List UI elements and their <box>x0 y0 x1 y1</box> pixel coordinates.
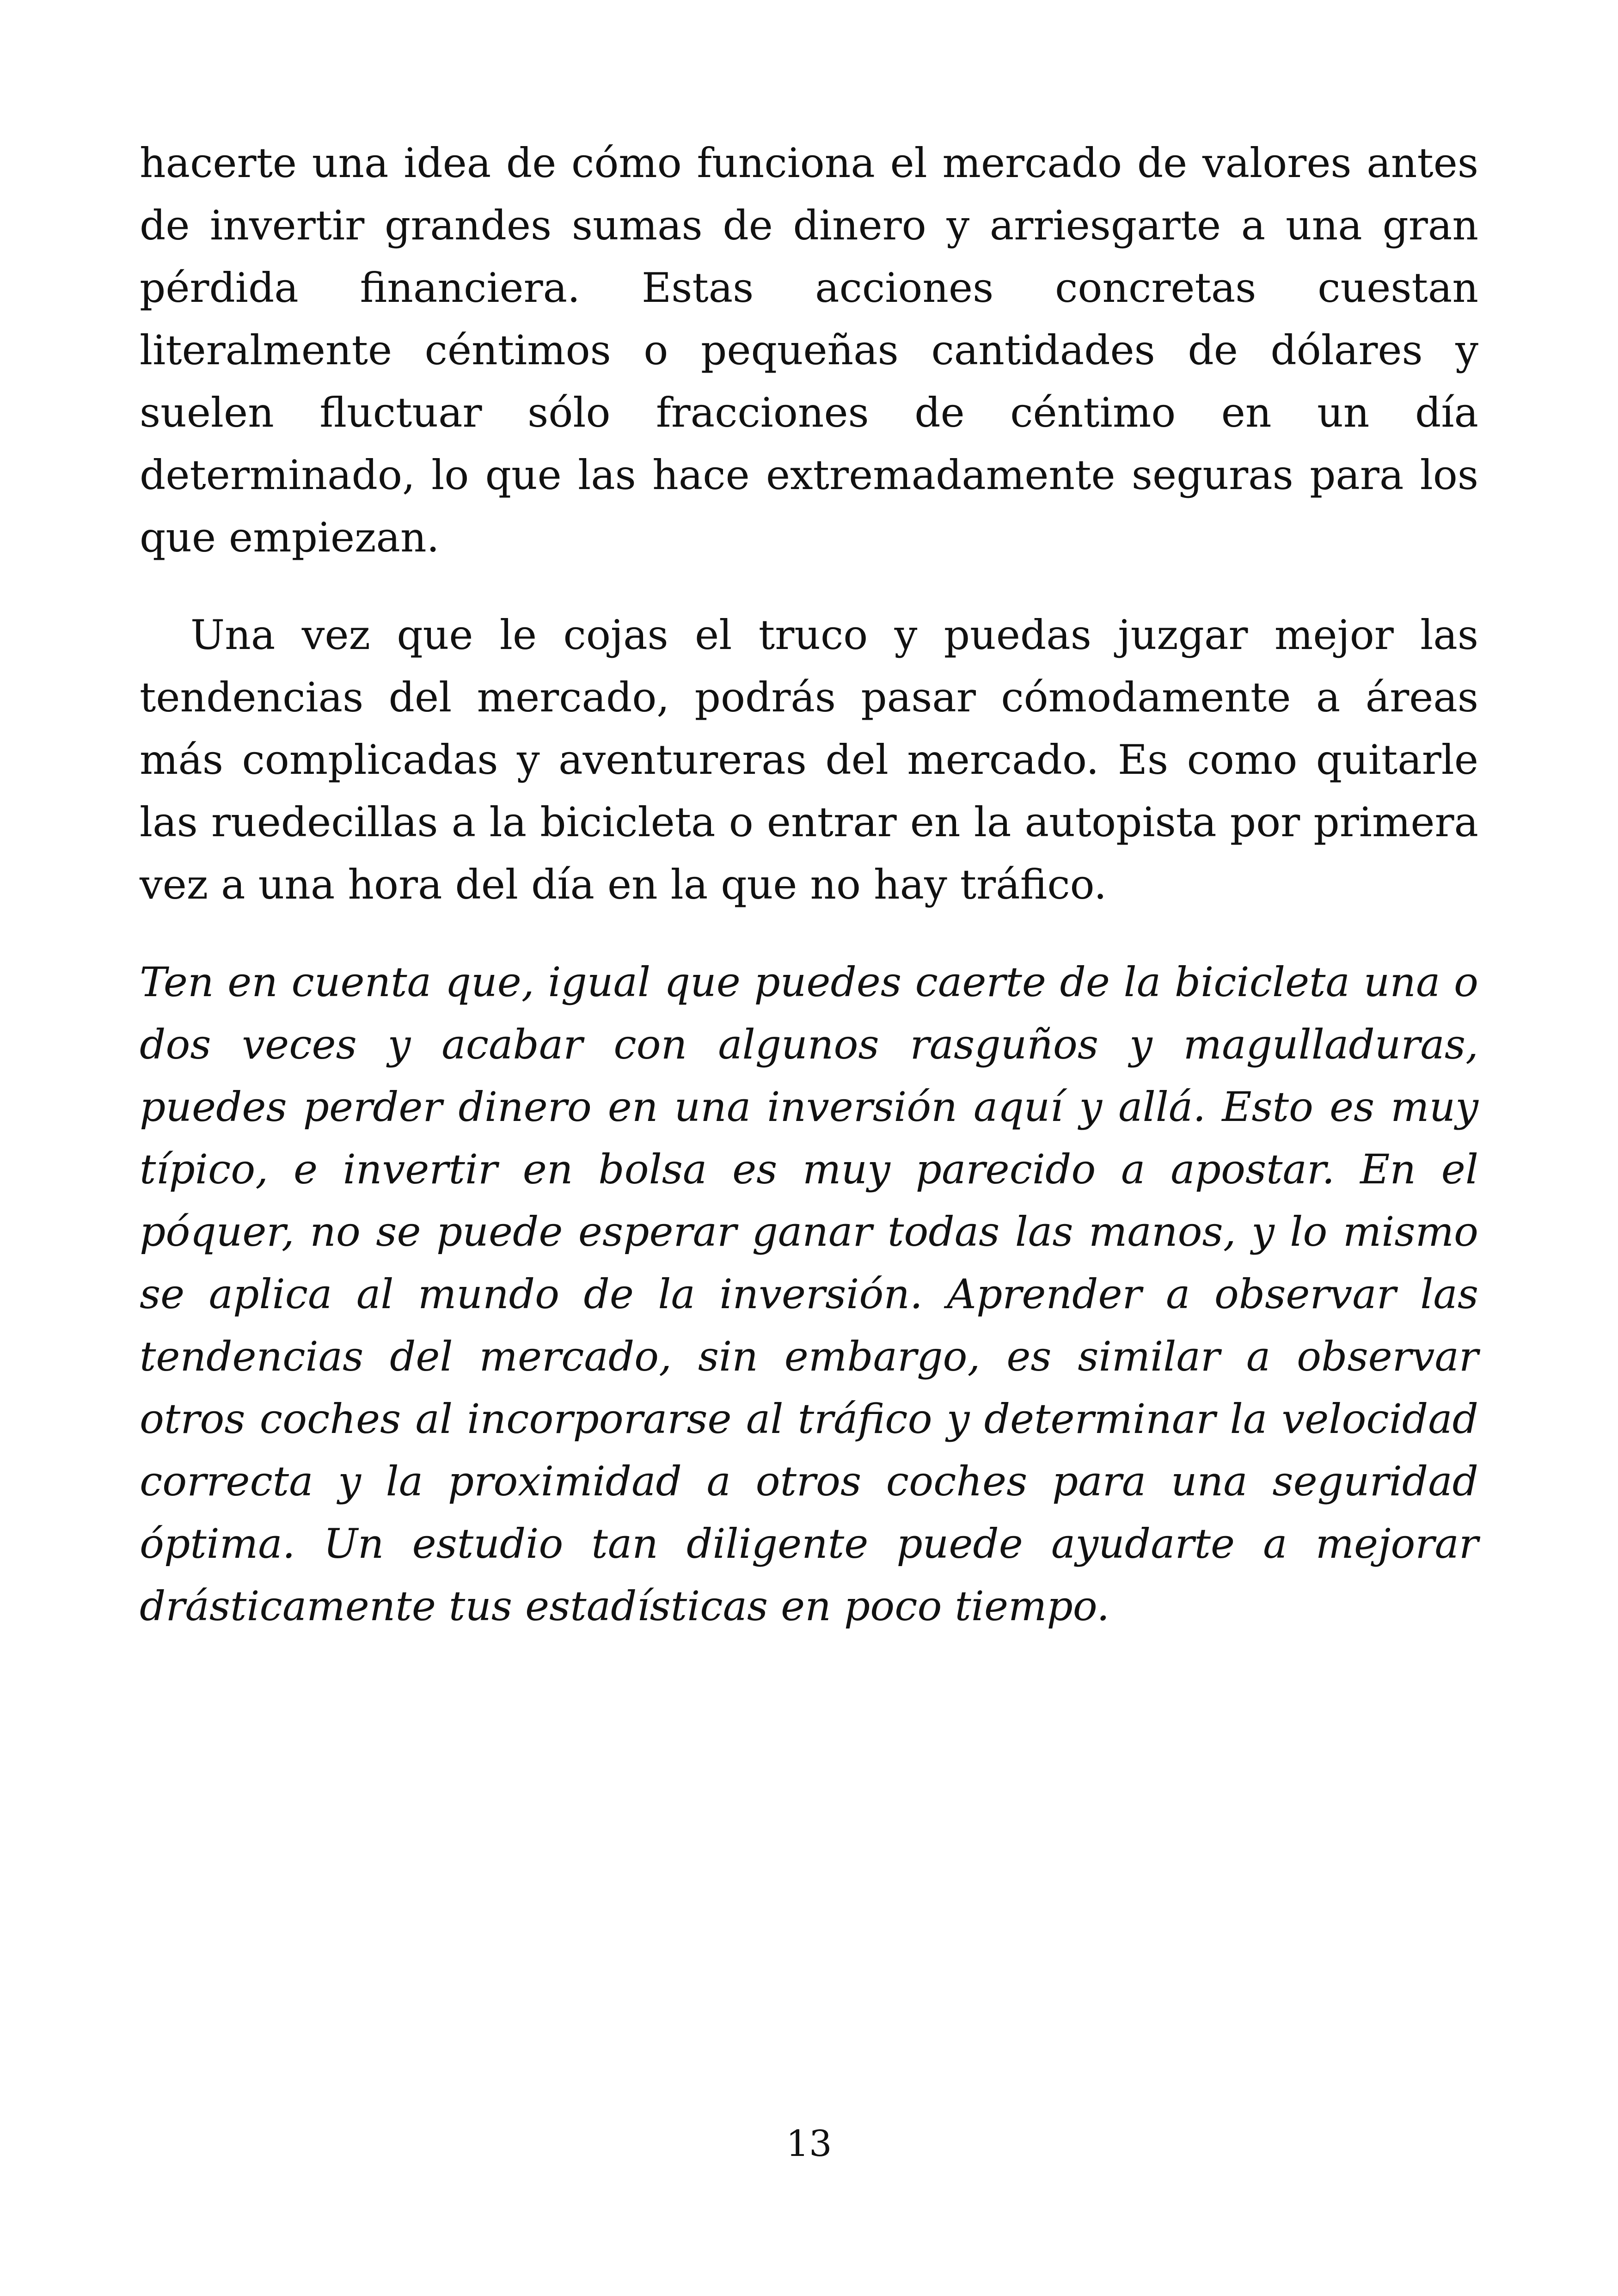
page-number: 13 <box>786 2123 832 2165</box>
paragraph-1: hacerte una idea de cómo funciona el mercado de valores antes de invertir grandes sumas de dinero y arriesgarte a una gran pérdida financiera. Estas acciones concretas cuestan literalmente céntimos o pequeñas cantidades de dólares y suelen fluctuar sólo fracciones de céntimo en un día determinado, lo que las hace extremadamente seguras para los que empiezan. <box>140 139 1478 561</box>
paragraph-3-italic: Ten en cuenta que, igual que puedes caerte de la bicicleta una o dos veces y acabar con algunos rasguños y magulladuras, puedes perder dinero en una inversión aquí y allá. Esto es muy típico, e invertir en bolsa es muy parecido a apostar. En el póquer, no se puede esperar ganar todas las manos, y lo mismo se aplica al mundo de la inversión. Aprender a observar las tendencias del mercado, sin embargo, es similar a observar otros coches al incorporarse al tráfico y determinar la velocidad correcta y la proximidad a otros coches para una seguridad óptima. Un estudio tan diligente puede ayudarte a mejorar drásticamente tus estadísticas en poco tiempo. <box>140 958 1478 1630</box>
body-text <box>140 132 1478 1637</box>
paragraph-2: Una vez que le cojas el truco y puedas juzgar mejor las tendencias del mercado, podrás pasar cómodamente a áreas más complicadas y aventureras del mercado. Es como quitarle las ruedecillas a la bicicleta o entrar en la autopista por primera vez a una hora del día en la que no hay tráfico. <box>140 611 1478 908</box>
